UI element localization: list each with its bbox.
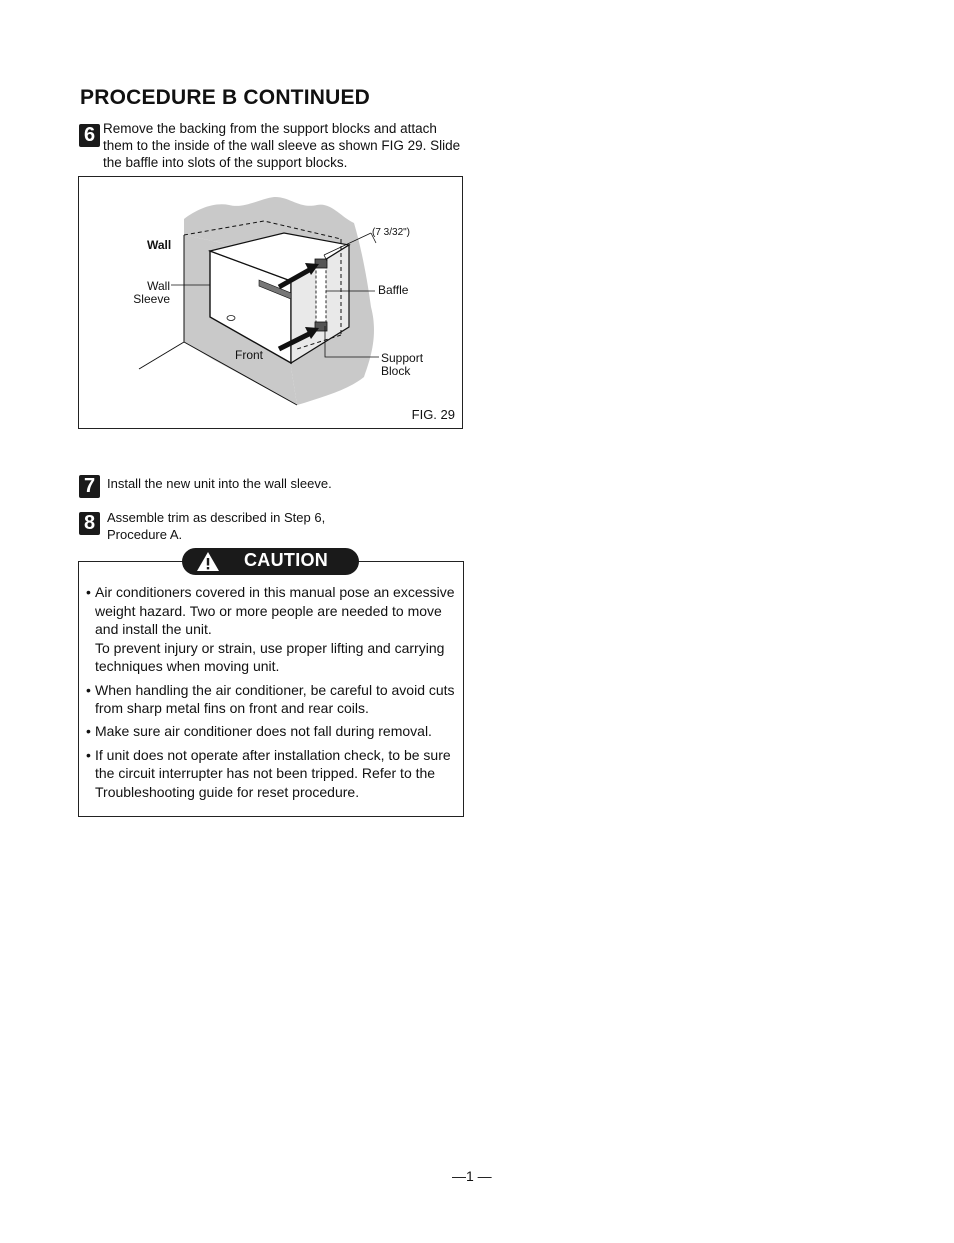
caution-item: • When handling the air conditioner, be careful to avoid cuts from sharp metal fins on front and rear coils. bbox=[86, 681, 455, 717]
bullet: • bbox=[86, 723, 91, 740]
front-label: Front bbox=[235, 348, 264, 362]
bullet: • bbox=[86, 681, 91, 698]
figure-caption: FIG. 29 bbox=[411, 407, 455, 422]
step-7-number: 7 bbox=[79, 475, 100, 498]
step-8-text: Assemble trim as described in Step 6, Procedure A. bbox=[107, 510, 326, 542]
caution-item: • Air conditioners covered in this manual pose an excessive weight hazard. Two or more people are needed to move and install the unit. To prevent injury or strain, use proper lifting and carrying techniques when moving unit. bbox=[86, 584, 455, 675]
support-block-label: Support Block bbox=[381, 351, 424, 378]
caution-banner bbox=[182, 548, 359, 575]
step-6-number: 6 bbox=[79, 124, 100, 147]
step-7-text: Install the new unit into the wall sleeve. bbox=[107, 476, 332, 491]
page-title: PROCEDURE B CONTINUED bbox=[80, 86, 371, 109]
step-6-text: Remove the backing from the support blocks and attach them to the inside of the wall sleeve as shown FIG 29. Slide the baffle into slots of the support blocks. bbox=[103, 121, 461, 170]
bullet: • bbox=[86, 746, 91, 763]
baffle-label: Baffle bbox=[378, 283, 409, 297]
wall-sleeve-label: Wall Sleeve bbox=[133, 279, 170, 306]
warning-icon bbox=[196, 551, 220, 572]
dimension-label: (7 3/32") bbox=[372, 227, 411, 238]
caution-item: • If unit does not operate after installation check, to be sure the circuit interrupter has not been tripped. Refer to the Troubleshooting guide for reset procedure. bbox=[86, 746, 451, 800]
caution-item: • Make sure air conditioner does not fall during removal. bbox=[86, 723, 432, 740]
wall-label: Wall bbox=[147, 238, 172, 252]
step-8-number: 8 bbox=[79, 512, 100, 535]
bullet: • bbox=[86, 584, 91, 600]
caution-title: CAUTION bbox=[244, 550, 329, 570]
figure-29 bbox=[78, 176, 463, 429]
page-number: —1 — bbox=[452, 1168, 492, 1184]
caution-list bbox=[86, 583, 458, 806]
